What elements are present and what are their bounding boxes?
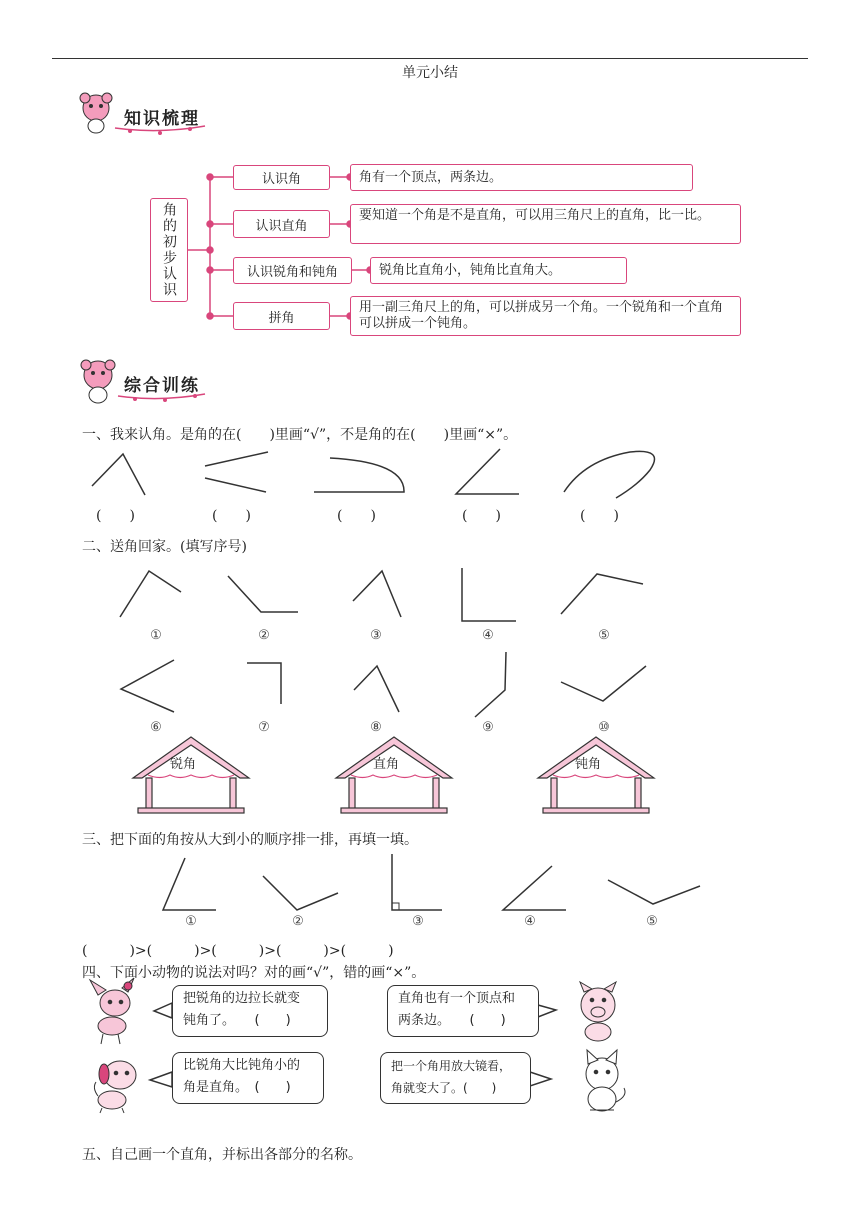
question-2: 二、送角回家。(填写序号) — [82, 539, 247, 555]
angle-label: ② — [292, 914, 304, 929]
angle-label: ③ — [412, 914, 424, 929]
deer-icon — [90, 978, 134, 1044]
answer-blank[interactable]: 角就变大了。( ) — [391, 1081, 497, 1095]
angle-label: ② — [258, 628, 270, 643]
pig-icon — [580, 982, 616, 1041]
angle-label: ⑤ — [646, 914, 658, 929]
house-right — [336, 737, 452, 813]
answer-blank[interactable]: 钝角了。 ( ) — [183, 1013, 291, 1028]
answer-blank[interactable]: ( ) — [580, 508, 619, 524]
answer-blank[interactable]: 角是直角。 ( ) — [183, 1080, 291, 1095]
answer-blank[interactable]: ( ) — [337, 508, 376, 524]
question-1: 一、我来认角。是角的在( )里画“√”，不是角的在( )里画“×”。 — [82, 427, 518, 443]
q3-figures — [163, 854, 700, 910]
mascot-icon — [80, 93, 112, 133]
mascot-icon — [81, 360, 115, 403]
order-blanks[interactable]: ( )>( )>( )>( )>( ) — [82, 943, 394, 959]
angle-label: ⑥ — [150, 720, 162, 735]
answer-blank[interactable]: 两条边。 ( ) — [398, 1013, 506, 1028]
angle-label: ⑤ — [598, 628, 610, 643]
map-root: 角的初步认识 — [150, 198, 188, 302]
house-obtuse — [538, 737, 654, 813]
map-topic: 拼角 — [233, 302, 330, 330]
angle-label: ④ — [482, 628, 494, 643]
map-detail: 用一副三角尺上的角，可以拼成另一个角。一个锐角和一个直角可以拼成一个钝角。 — [350, 296, 741, 336]
house-label: 直角 — [373, 757, 400, 772]
answer-blank[interactable]: ( ) — [212, 508, 251, 524]
house-label: 钝角 — [575, 757, 602, 772]
map-connectors — [188, 174, 373, 319]
question-4: 四、下面小动物的说法对吗？对的画“√”，错的画“×”。 — [82, 965, 426, 981]
answer-blank[interactable]: ( ) — [96, 508, 135, 524]
map-detail: 角有一个顶点，两条边。 — [350, 164, 693, 191]
angle-label: ① — [150, 628, 162, 643]
answer-blank[interactable]: ( ) — [462, 508, 501, 524]
angle-label: ① — [185, 914, 197, 929]
angle-label: ⑦ — [258, 720, 270, 735]
section-practice: 综合训练 — [124, 376, 200, 396]
speech-bubble: 把锐角的边拉长就变 钝角了。 ( ) — [172, 985, 328, 1037]
house-acute — [133, 737, 249, 813]
page-title: 单元小结 — [402, 65, 458, 81]
map-topic: 认识角 — [233, 165, 330, 190]
map-topic: 认识锐角和钝角 — [233, 257, 352, 284]
angle-label: ⑨ — [482, 720, 494, 735]
map-detail: 锐角比直角小，钝角比直角大。 — [370, 257, 627, 284]
question-5: 五、自己画一个直角，并标出各部分的名称。 — [82, 1147, 362, 1163]
angle-label: ⑩ — [598, 720, 610, 735]
map-detail: 要知道一个角是不是直角，可以用三角尺上的直角，比一比。 — [350, 204, 741, 244]
speech-bubble: 直角也有一个顶点和 两条边。 ( ) — [387, 985, 539, 1037]
section-knowledge: 知识梳理 — [124, 109, 200, 129]
map-topic: 认识直角 — [233, 210, 330, 238]
angle-label: ③ — [370, 628, 382, 643]
speech-bubble: 把一个角用放大镜看， 角就变大了。( ) — [380, 1052, 531, 1104]
dog-icon — [94, 1061, 136, 1113]
q1-figures — [92, 449, 655, 498]
house-label: 锐角 — [170, 757, 197, 772]
speech-bubble: 比锐角大比钝角小的 角是直角。 ( ) — [172, 1052, 324, 1104]
question-3: 三、把下面的角按从大到小的顺序排一排，再填一填。 — [82, 832, 418, 848]
angle-label: ④ — [524, 914, 536, 929]
cat-icon — [586, 1050, 625, 1111]
angle-label: ⑧ — [370, 720, 382, 735]
